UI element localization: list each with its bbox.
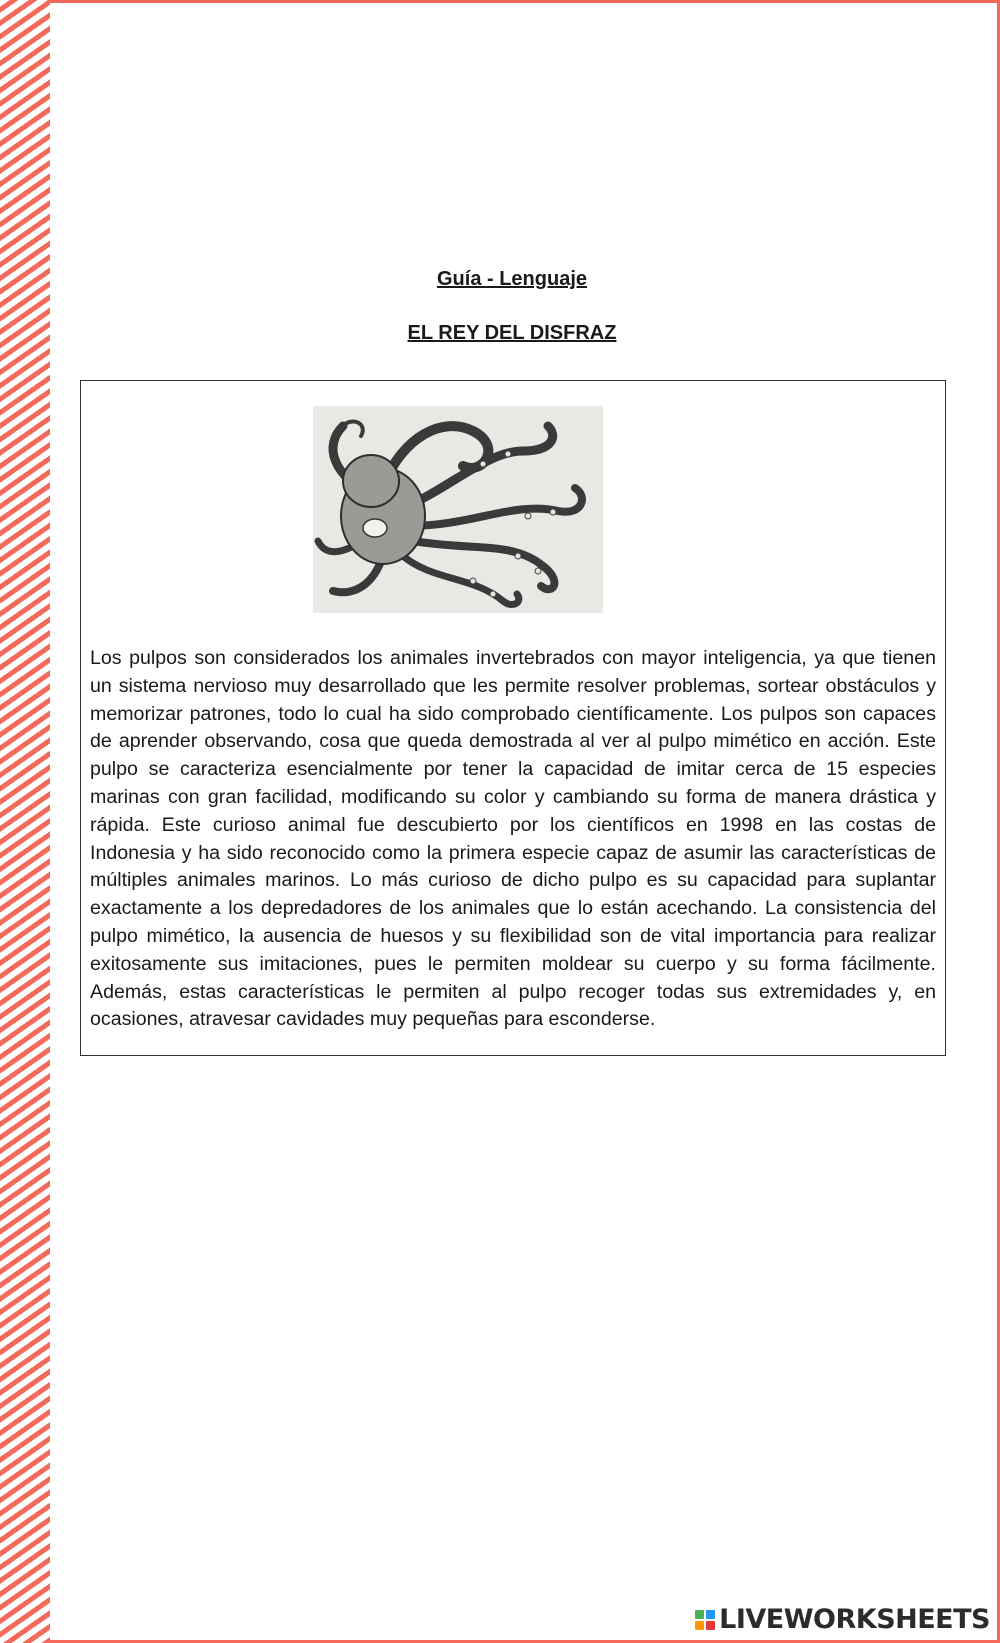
brand-footer — [695, 1604, 990, 1635]
brand-name: LIVEWORKSHEETS — [719, 1604, 990, 1635]
octopus-illustration — [313, 406, 603, 613]
page-subtitle: EL REY DEL DISFRAZ — [407, 322, 617, 344]
zigzag-border — [0, 0, 50, 1643]
reading-box — [80, 380, 946, 1056]
reading-paragraph: Los pulpos son considerados los animales invertebrados con mayor inteligencia, ya que tienen un sistema nervioso muy desarrollado que les permite resolver problemas, sortear obstáculos y memorizar patrones, todo lo cual ha sido comprobado científicamente. Los pulpos son capaces de aprender observando, cosa que queda demostrada al ver al pulpo mimético en acción. Este pulpo se caracteriza esencialmente por tener la capacidad de imitar cerca de 15 especies marinas con gran facilidad, modificando su color y cambiando su forma de manera drástica y rápida. Este curioso animal fue descubierto por los científicos en 1998 en las costas de Indonesia y ha sido reconocido como la primera especie capaz de asumir las características de múltiples animales marinos. Lo más curioso de dicho pulpo es su capacidad para suplantar exactamente a los depredadores de los animales que lo están acechando. La consistencia del pulpo mimético, la ausencia de huesos y su flexibilidad son de vital importancia para realizar exitosamente sus imitaciones, pues le permiten moldear su cuerpo y su forma fácilmente. Además, estas características le permiten al pulpo recoger todas sus extremidades y, en ocasiones, atravesar cavidades muy pequeñas para esconderse. — [90, 647, 936, 1031]
liveworksheets-logo-icon — [695, 1610, 715, 1630]
page-title: Guía - Lenguaje — [436, 268, 588, 290]
